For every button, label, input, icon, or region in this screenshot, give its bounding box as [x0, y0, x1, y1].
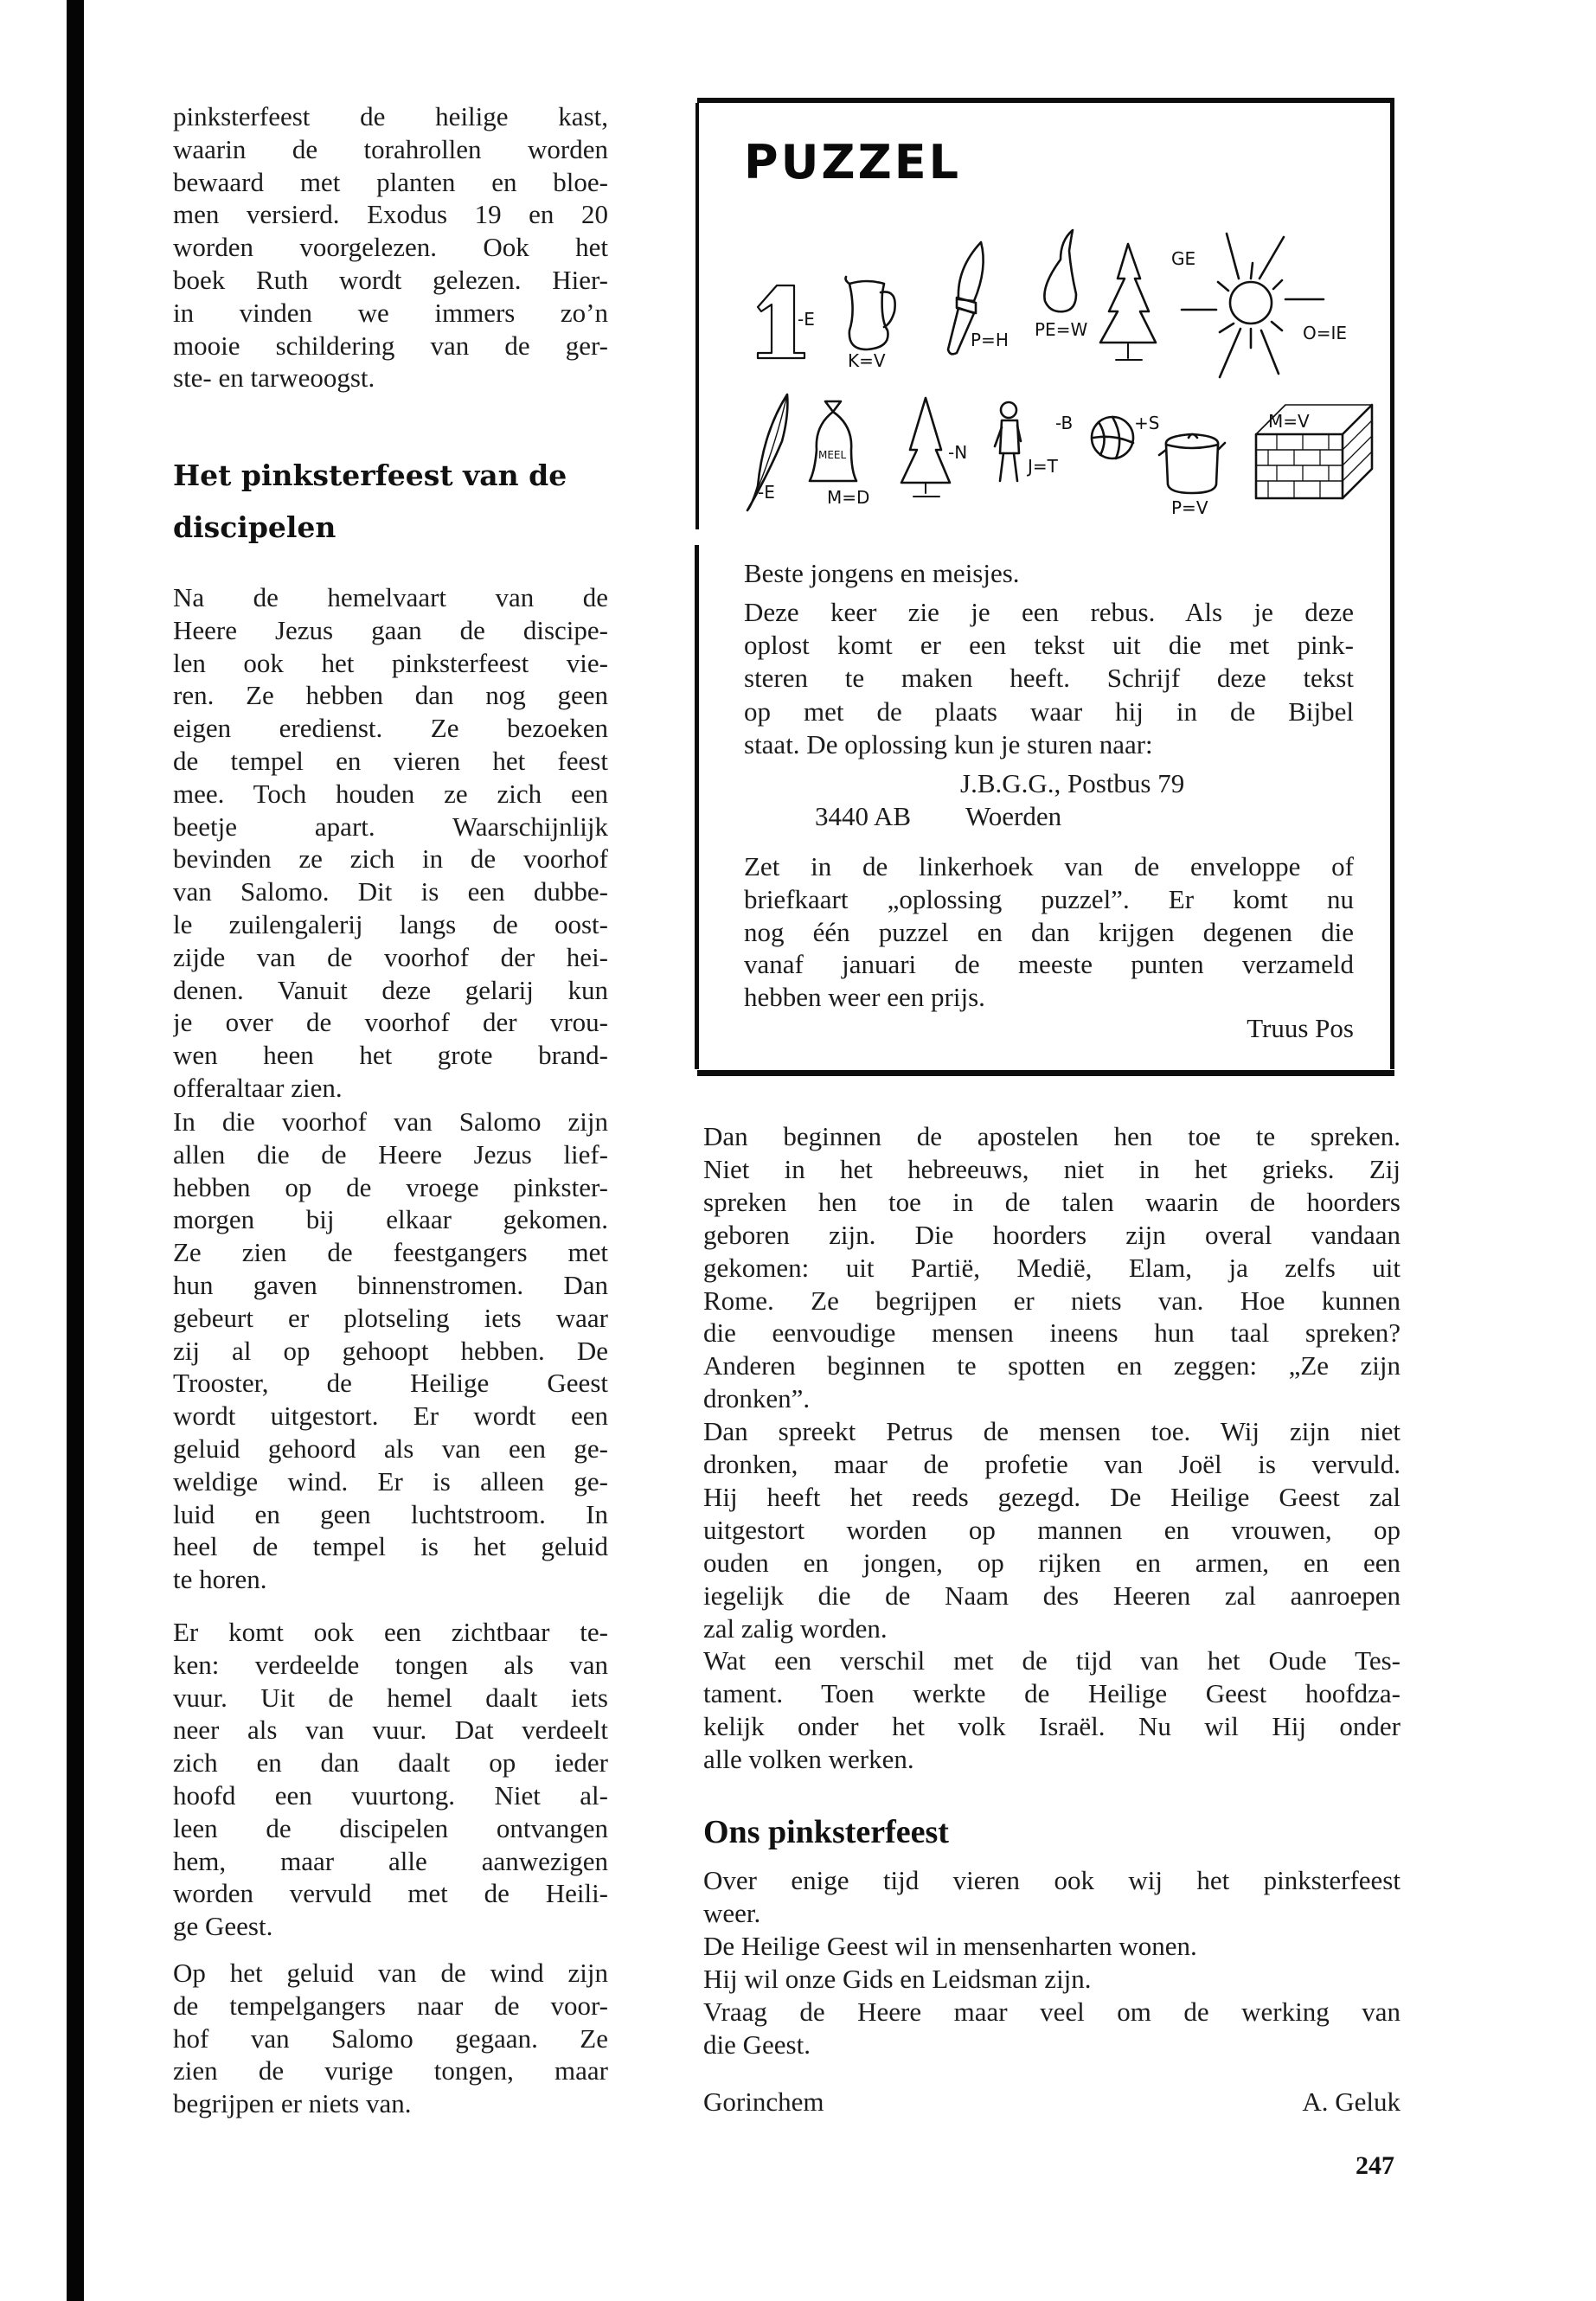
text-line: heel de tempel is het geluid	[173, 1531, 608, 1562]
text-line: waarin de torahrollen worden	[173, 133, 608, 164]
puzzle-box-top-rule	[697, 98, 1394, 103]
svg-text:-E: -E	[798, 309, 815, 330]
text-line: eigen eredienst. Ze bezoeken	[173, 713, 608, 744]
text-line: steren te maken heeft. Schrijf deze tekst	[744, 663, 1354, 694]
text-line: tament. Toen werkte de Heilige Geest hoofdza-	[703, 1678, 1401, 1709]
sun-icon	[1171, 234, 1347, 377]
text-line: dronken”.	[703, 1383, 811, 1414]
scan-page-edge	[67, 0, 84, 2301]
text-line: hebben op de vroege pinkster-	[173, 1171, 608, 1202]
text-line: Zet in de linkerhoek van de enveloppe of	[744, 851, 1354, 881]
text-line: wen heen het grote brand-	[173, 1040, 608, 1071]
author-name: A. Geluk	[1302, 2086, 1401, 2117]
text-line: worden vervuld met de Heili-	[173, 1878, 608, 1909]
text-line: spreken hen toe in de talen waarin de hoorders	[703, 1186, 1401, 1217]
text-line: geboren zijn. Die hoorders zijn overal vandaan	[703, 1219, 1401, 1250]
text-line: de tempel en vieren het feest	[173, 746, 608, 776]
fir-tree-small-icon	[901, 398, 967, 497]
text-line: oplost komt er een tekst uit die met pink-	[744, 630, 1354, 661]
text-line: le zuilengalerij langs de oost-	[173, 909, 608, 939]
number-one-icon	[758, 285, 815, 358]
text-line: wordt uitgestort. Er wordt een	[173, 1400, 608, 1432]
section-heading-ons-pinksterfeest: Ons pinksterfeest	[703, 1814, 949, 1850]
svg-text:+S: +S	[1134, 413, 1160, 433]
pear-icon	[1035, 230, 1087, 340]
text-line: Trooster, de Heilige Geest	[173, 1368, 608, 1399]
text-line: uitgestort worden op mannen en vrouwen, op	[703, 1514, 1401, 1545]
text-line: men versierd. Exodus 19 en 20	[173, 199, 608, 230]
text-line: luid en geen luchtstroom. In	[173, 1498, 608, 1529]
text-line: beetje apart. Waarschijnlijk	[173, 811, 608, 842]
text-line: Dan spreekt Petrus de mensen toe. Wij zijn niet	[703, 1416, 1401, 1447]
svg-text:MEEL: MEEL	[818, 449, 847, 461]
text-line: zij al op gehoopt hebben. De	[173, 1335, 608, 1366]
svg-text:-E: -E	[758, 482, 775, 503]
text-line: Rome. Ze begrijpen er niets van. Hoe kunnen	[703, 1285, 1401, 1316]
text-line: gebeurt er plotseling iets waar	[173, 1302, 608, 1333]
text-line: In die voorhof van Salomo zijn	[173, 1106, 608, 1137]
svg-text:M=D: M=D	[827, 487, 870, 508]
svg-text:O=IE: O=IE	[1303, 323, 1348, 343]
text-line: ouden en jongen, op rijken en armen, en een	[703, 1547, 1401, 1578]
address-postcode: 3440 AB	[815, 801, 912, 831]
text-line: te horen.	[173, 1564, 267, 1595]
text-line: je over de voorhof der vrou-	[173, 1007, 608, 1038]
address-city: Woerden	[965, 801, 1062, 831]
text-line: briefkaart „oplossing puzzel”. Er komt nu	[744, 883, 1354, 914]
text-line: ken: verdeelde tongen als van	[173, 1649, 608, 1680]
text-line: hebben weer een prijs.	[744, 982, 985, 1013]
text-line: Hij wil onze Gids en Leidsman zijn.	[703, 1964, 1092, 1994]
text-line: leen de discipelen ontvangen	[173, 1812, 608, 1843]
text-line: ge Geest.	[173, 1911, 273, 1942]
text-line: Deze keer zie je een rebus. Als je deze	[744, 597, 1354, 627]
text-line: Anderen beginnen te spotten en zeggen: „Ze zijn	[703, 1350, 1401, 1381]
rebus-illustration	[697, 199, 1394, 545]
text-line: vuur. Uit de hemel daalt iets	[173, 1682, 608, 1713]
svg-text:PE=W: PE=W	[1035, 319, 1088, 340]
svg-text:M=V: M=V	[1268, 411, 1310, 432]
text-line: allen die de Heere Jezus lief-	[173, 1138, 608, 1170]
svg-text:K=V: K=V	[848, 350, 886, 371]
brick-wall-icon	[1256, 405, 1372, 498]
text-line: Op het geluid van de wind zijn	[173, 1958, 608, 1988]
text-line: Vraag de Heere maar veel om de werking van	[703, 1997, 1401, 2027]
text-line: bewaard met planten en bloe-	[173, 166, 608, 197]
text-line: zich en dan daalt op ieder	[173, 1747, 608, 1779]
brush-icon	[948, 242, 1009, 354]
text-line: die Geest.	[703, 2029, 811, 2060]
boy-icon	[995, 402, 1059, 481]
text-line: hof van Salomo gegaan. Ze	[173, 2022, 608, 2054]
address-line-postbus: J.B.G.G., Postbus 79	[960, 768, 1185, 798]
text-line: mee. Toch houden ze zich een	[173, 778, 608, 809]
text-line: offeraltaar zien.	[173, 1073, 343, 1103]
text-line: zal zalig worden.	[703, 1612, 888, 1644]
text-line: Niet in het hebreeuws, niet in het grieks. Zij	[703, 1153, 1401, 1184]
svg-text:J=T: J=T	[1028, 456, 1058, 477]
text-line: vanaf januari de meeste punten verzameld	[744, 949, 1354, 980]
pot-icon	[1159, 434, 1225, 518]
text-line: iegelijk die de Naam des Heeren zal aanroepen	[703, 1580, 1401, 1611]
text-line: Er komt ook een zichtbaar te-	[173, 1617, 608, 1647]
text-line: begrijpen er niets van.	[173, 2088, 412, 2119]
fir-tree-icon	[1100, 244, 1156, 360]
text-line: bevinden ze zich in de voorhof	[173, 843, 608, 875]
text-line: Na de hemelvaart van de	[173, 582, 608, 612]
text-line: kelijk onder het volk Israël. Nu wil Hij onder	[703, 1711, 1401, 1742]
text-line: hun gaven binnenstromen. Dan	[173, 1270, 608, 1300]
text-line: geluid gehoord als van een ge-	[173, 1433, 608, 1464]
text-line: van Salomo. Dit is een dubbe-	[173, 876, 608, 907]
section-heading-discipelen-line1: Het pinksterfeest van de	[173, 458, 567, 492]
text-line: Wat een verschil met de tijd van het Oude Tes-	[703, 1645, 1401, 1676]
place-name: Gorinchem	[703, 2086, 824, 2117]
flour-sack-icon	[810, 401, 869, 508]
puzzle-greeting: Beste jongens en meisjes.	[744, 558, 1020, 588]
text-line: hem, maar alle aanwezigen	[173, 1845, 608, 1876]
text-line: Ze zien de feestgangers met	[173, 1237, 608, 1268]
text-line: weer.	[703, 1898, 761, 1928]
text-line: dronken, maar de profetie van Joël is vervuld.	[703, 1449, 1401, 1479]
text-line: mooie schildering van de ger-	[173, 330, 608, 361]
text-line: Hij heeft het reeds gezegd. De Heilige Geest zal	[703, 1481, 1401, 1512]
text-line: hoofd een vuurtong. Niet al-	[173, 1780, 608, 1811]
leaf-icon	[747, 394, 787, 510]
text-line: in vinden we immers zo’n	[173, 297, 608, 328]
puzzle-title: PUZZEL	[744, 135, 962, 189]
text-line: staat. De oplossing kun je sturen naar:	[744, 728, 1153, 760]
text-line: Over enige tijd vieren ook wij het pinksterfeest	[703, 1865, 1401, 1895]
text-line: weldige wind. Er is alleen ge-	[173, 1465, 608, 1497]
svg-text:P=H: P=H	[971, 330, 1009, 350]
text-line: die eenvoudige mensen ineens hun taal spreken?	[703, 1317, 1401, 1349]
text-line: ren. Ze hebben dan nog geen	[173, 680, 608, 711]
svg-text:GE: GE	[1171, 248, 1196, 269]
page-number: 247	[1356, 2151, 1394, 2180]
text-line: denen. Vanuit deze gelarij kun	[173, 974, 608, 1005]
section-heading-discipelen-line2: discipelen	[173, 510, 337, 544]
text-line: op met de plaats waar hij in de Bijbel	[744, 695, 1354, 727]
text-line: zijde van de voorhof der hei-	[173, 941, 608, 972]
svg-text:-B: -B	[1055, 413, 1074, 433]
text-line: boek Ruth wordt gelezen. Hier-	[173, 265, 608, 295]
svg-text:P=V: P=V	[1171, 497, 1208, 518]
text-line: De Heilige Geest wil in mensenharten wonen.	[703, 1931, 1197, 1961]
puzzle-box-bottom-rule	[697, 1070, 1394, 1076]
svg-text:-N: -N	[948, 442, 968, 463]
text-line: pinksterfeest de heilige kast,	[173, 101, 608, 131]
text-line: zien de vurige tongen, maar	[173, 2055, 608, 2086]
text-line: neer als van vuur. Dat verdeelt	[173, 1715, 608, 1746]
text-line: worden voorgelezen. Ook het	[173, 232, 608, 263]
puzzle-box-left-border-lower	[695, 545, 699, 1069]
text-line: nog één puzzel en dan krijgen degenen die	[744, 916, 1354, 947]
text-line: Heere Jezus gaan de discipe-	[173, 614, 608, 645]
puzzle-signature: Truus Pos	[1247, 1013, 1354, 1043]
text-line: morgen bij elkaar gekomen.	[173, 1204, 608, 1235]
ball-icon	[1055, 413, 1159, 458]
text-line: gekomen: uit Partië, Medië, Elam, ja zelfs uit	[703, 1252, 1401, 1283]
text-line: ste- en tarweoogst.	[173, 362, 375, 394]
text-line: len ook het pinksterfeest vie-	[173, 647, 608, 678]
text-line: Dan beginnen de apostelen hen toe te spreken.	[703, 1121, 1401, 1151]
text-line: alle volken werken.	[703, 1744, 914, 1775]
text-line: de tempelgangers naar de voor-	[173, 1990, 608, 2021]
jug-icon	[846, 277, 895, 371]
